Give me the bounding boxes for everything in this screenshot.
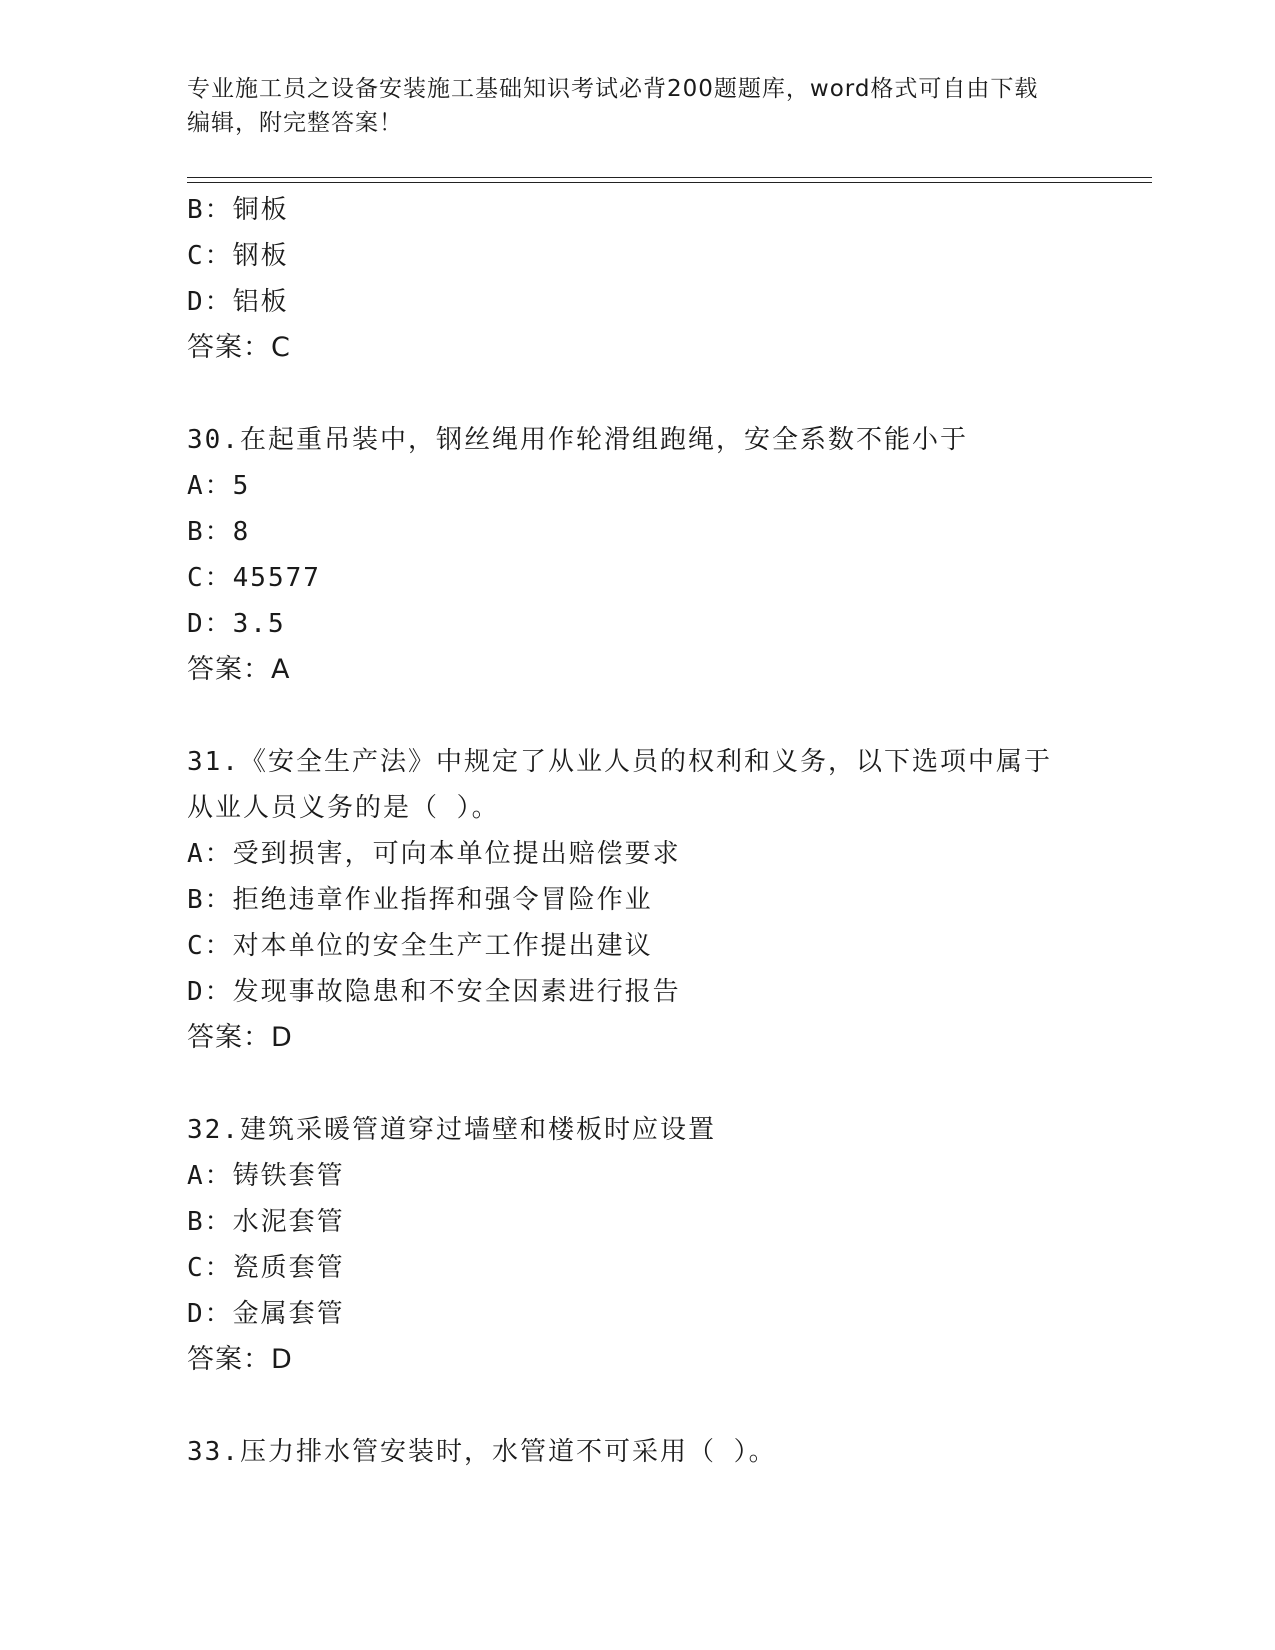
header-title-line-1: 专业施工员之设备安装施工基础知识考试必背200题题库，word格式可自由下载 — [187, 76, 1039, 102]
answer-line: 答案：D — [187, 1344, 293, 1375]
option-b: B：水泥套管 — [187, 1207, 345, 1237]
option-a: A：5 — [187, 471, 251, 501]
header-divider-bottom — [187, 182, 1152, 183]
question-stem-line-2: 从业人员义务的是（ ）。 — [187, 793, 500, 823]
option-c: C：瓷质套管 — [187, 1253, 345, 1283]
option-d: D：铝板 — [187, 287, 289, 317]
option-d: D：金属套管 — [187, 1299, 345, 1329]
option-d: D：3.5 — [187, 609, 286, 639]
option-a: A：铸铁套管 — [187, 1161, 345, 1191]
option-b: B：拒绝违章作业指挥和强令冒险作业 — [187, 885, 653, 915]
answer-line: 答案：D — [187, 1022, 293, 1053]
question-33 — [187, 1429, 1147, 1475]
option-c: C：对本单位的安全生产工作提出建议 — [187, 931, 653, 961]
question-stem: 32.建筑采暖管道穿过墙壁和楼板时应设置 — [187, 1115, 716, 1145]
option-b: B：铜板 — [187, 195, 289, 225]
question-29-continued — [187, 187, 1147, 371]
question-stem-line-1: 31.《安全生产法》中规定了从业人员的权利和义务，以下选项中属于 — [187, 747, 1052, 777]
header-title-line-2: 编辑，附完整答案！ — [187, 110, 403, 136]
question-list — [187, 187, 1147, 1475]
question-32 — [187, 1107, 1147, 1383]
answer-line: 答案：C — [187, 332, 291, 363]
header-divider-top — [187, 177, 1152, 178]
question-31 — [187, 739, 1147, 1061]
question-stem: 33.压力排水管安装时，水管道不可采用（ ）。 — [187, 1437, 777, 1467]
option-c: C：钢板 — [187, 241, 289, 271]
question-30 — [187, 417, 1147, 693]
question-stem: 30.在起重吊装中，钢丝绳用作轮滑组跑绳，安全系数不能小于 — [187, 425, 968, 455]
option-a: A：受到损害，可向本单位提出赔偿要求 — [187, 839, 681, 869]
document-header — [187, 72, 1067, 140]
option-b: B：8 — [187, 517, 251, 547]
option-d: D：发现事故隐患和不安全因素进行报告 — [187, 977, 681, 1007]
option-c: C：45577 — [187, 563, 321, 593]
answer-line: 答案：A — [187, 654, 291, 685]
